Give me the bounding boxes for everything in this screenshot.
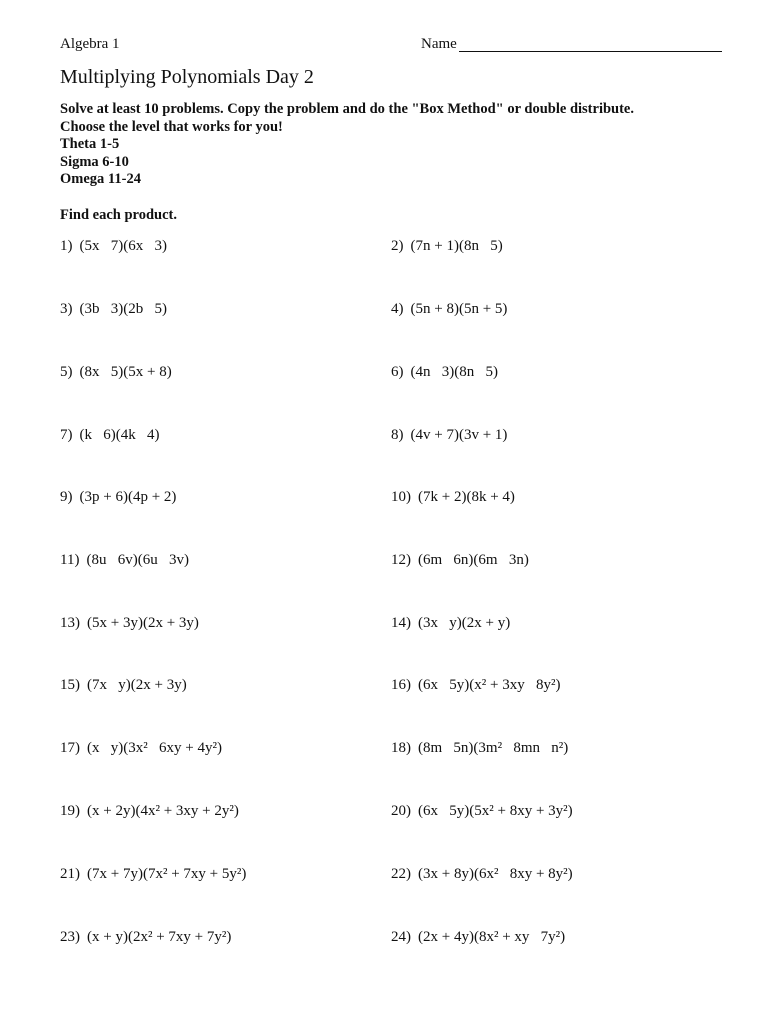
problem-expression: (5x + 3y)(2x + 3y) xyxy=(87,615,199,631)
instruction-line: Theta 1-5 xyxy=(60,136,120,152)
problem-expression: (4n 3)(8n 5) xyxy=(410,364,498,380)
problem-number: 22) xyxy=(391,866,411,882)
problem-expression: (3x + 8y)(6x² 8xy + 8y²) xyxy=(418,866,573,882)
problem-number: 24) xyxy=(391,929,411,945)
problem-number: 4) xyxy=(391,301,404,317)
problem-item xyxy=(60,866,246,883)
problem-number: 18) xyxy=(391,740,411,756)
problem-item xyxy=(391,552,529,569)
problem-item xyxy=(391,301,507,318)
problem-item xyxy=(60,489,176,506)
problem-number: 15) xyxy=(60,677,80,693)
problem-number: 7) xyxy=(60,427,73,443)
problem-item xyxy=(60,364,172,381)
problem-number: 8) xyxy=(391,427,404,443)
problem-item xyxy=(391,677,560,694)
course-label: Algebra 1 xyxy=(60,36,120,52)
problem-number: 9) xyxy=(60,489,73,505)
problem-number: 19) xyxy=(60,803,80,819)
problem-number: 3) xyxy=(60,301,73,317)
problem-number: 23) xyxy=(60,929,80,945)
instructions xyxy=(60,101,634,189)
problem-expression: (6x 5y)(5x² + 8xy + 3y²) xyxy=(418,803,573,819)
problem-item xyxy=(391,427,507,444)
problem-expression: (7x y)(2x + 3y) xyxy=(87,677,187,693)
problem-item xyxy=(60,552,189,569)
problem-expression: (6m 6n)(6m 3n) xyxy=(418,552,529,568)
problem-expression: (x + y)(2x² + 7xy + 7y²) xyxy=(87,929,232,945)
problem-item xyxy=(391,803,573,820)
problem-expression: (x y)(3x² 6xy + 4y²) xyxy=(87,740,222,756)
problem-number: 20) xyxy=(391,803,411,819)
problem-expression: (7n + 1)(8n 5) xyxy=(410,238,503,254)
problem-number: 21) xyxy=(60,866,80,882)
problem-item xyxy=(391,615,510,632)
problem-item xyxy=(60,929,231,946)
problem-expression: (5x 7)(6x 3) xyxy=(79,238,167,254)
problem-expression: (3x y)(2x + y) xyxy=(418,615,511,631)
problem-item xyxy=(60,677,187,694)
problem-expression: (k 6)(4k 4) xyxy=(79,427,160,443)
instruction-line: Solve at least 10 problems. Copy the problem and do the "Box Method" or double distribute. xyxy=(60,101,634,117)
problem-number: 5) xyxy=(60,364,73,380)
problem-number: 13) xyxy=(60,615,80,631)
problem-item xyxy=(60,740,222,757)
problem-item xyxy=(391,238,503,255)
instruction-line: Omega 11-24 xyxy=(60,171,141,187)
problem-item xyxy=(60,427,159,444)
problem-item xyxy=(391,489,515,506)
worksheet-title: Multiplying Polynomials Day 2 xyxy=(60,66,314,88)
find-label: Find each product. xyxy=(60,207,177,223)
problem-expression: (7k + 2)(8k + 4) xyxy=(418,489,515,505)
problem-item xyxy=(60,803,239,820)
problem-number: 2) xyxy=(391,238,404,254)
instruction-line: Sigma 6-10 xyxy=(60,153,129,170)
problem-item xyxy=(391,866,573,883)
problem-number: 16) xyxy=(391,677,411,693)
problem-number: 10) xyxy=(391,489,411,505)
problem-number: 17) xyxy=(60,740,80,756)
problem-expression: (6x 5y)(x² + 3xy 8y²) xyxy=(418,677,561,693)
instruction-line: Choose the level that works for you! xyxy=(60,118,283,135)
problem-item xyxy=(60,238,167,255)
problem-number: 14) xyxy=(391,615,411,631)
problem-number: 6) xyxy=(391,364,404,380)
problem-expression: (2x + 4y)(8x² + xy 7y²) xyxy=(418,929,566,945)
problem-item xyxy=(60,615,199,632)
problem-expression: (3p + 6)(4p + 2) xyxy=(79,489,177,505)
problem-expression: (5n + 8)(5n + 5) xyxy=(410,301,508,317)
name-line xyxy=(459,51,722,52)
problem-item xyxy=(391,929,565,946)
problem-expression: (4v + 7)(3v + 1) xyxy=(410,427,508,443)
problem-expression: (8x 5)(5x + 8) xyxy=(79,364,172,380)
problem-number: 12) xyxy=(391,552,411,568)
problem-expression: (3b 3)(2b 5) xyxy=(79,301,167,317)
problem-number: 11) xyxy=(60,552,80,568)
problem-item xyxy=(391,364,498,381)
problem-expression: (x + 2y)(4x² + 3xy + 2y²) xyxy=(87,803,239,819)
problem-number: 1) xyxy=(60,238,73,254)
problem-item xyxy=(391,740,568,757)
problem-expression: (8m 5n)(3m² 8mn n²) xyxy=(418,740,569,756)
problem-expression: (7x + 7y)(7x² + 7xy + 5y²) xyxy=(87,866,247,882)
name-label: Name xyxy=(421,36,457,52)
problem-item xyxy=(60,301,167,318)
problem-expression: (8u 6v)(6u 3v) xyxy=(86,552,189,568)
